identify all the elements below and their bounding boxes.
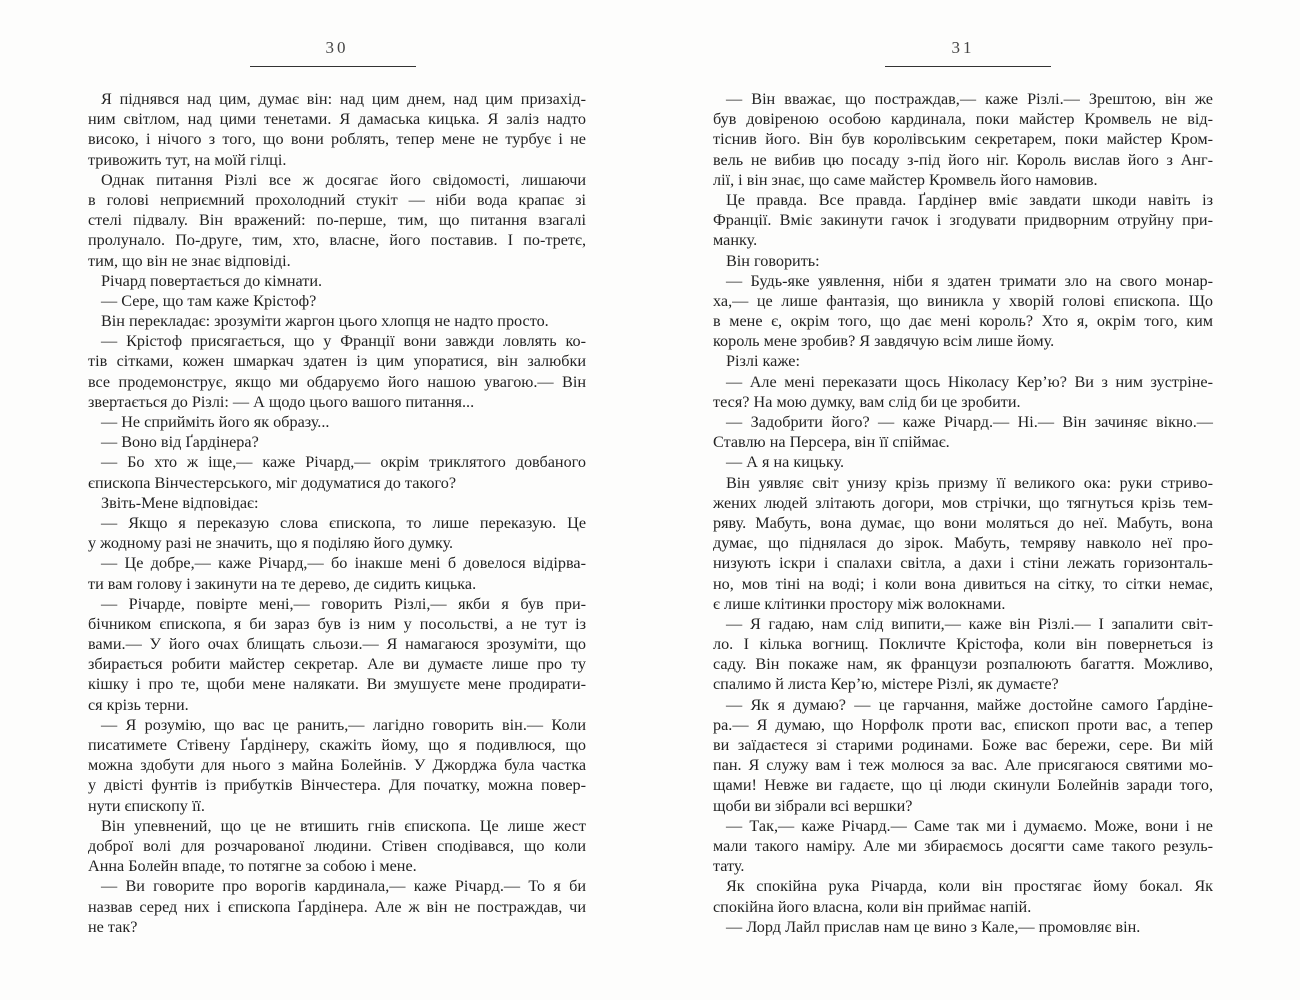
text-line: — Це добре,— каже Річард,— бо інакше мені б довелося відірва- (101, 554, 586, 573)
text-line: у жодному разі не значить, що я поділяю його думку. (88, 534, 454, 553)
text-line: пролунало. По-друге, тим, хто, власне, його поставив. І по-третє, (88, 231, 586, 250)
paragraph (88, 452, 586, 492)
text-line: Він говорить: (726, 251, 820, 270)
paragraph (88, 311, 586, 331)
text-line: тривожить тут, на моїй гілці. (88, 150, 287, 169)
page-number: 30 (325, 38, 349, 57)
text-line: но, мов тіні на воді; і коли вона дивиться на сітку, то сітки немає, (713, 574, 1213, 593)
text-line: Ставлю на Персера, він її спіймає. (713, 433, 950, 452)
text-line: ряву. Мабуть, вона думає, що вони моляться до неї. Мабуть, вона (713, 513, 1213, 532)
text-line: думає, що піднялася до зірок. Мабуть, темряву навколо неї про- (713, 534, 1213, 553)
text-line: Це правда. Все правда. Ґардінер вміє завдати шкоди навіть із (726, 190, 1213, 209)
text-line: збирається робити майстер секретар. Але ви думаєте лише про ту (88, 655, 586, 674)
paragraph (88, 170, 586, 271)
paragraph (88, 513, 586, 553)
text-line: король мене зробив? Я завдячую всім лише йому. (713, 332, 1055, 351)
paragraph (88, 432, 586, 452)
text-line: — Я гадаю, нам слід випити,— каже він Різлі.— І запалити світ- (726, 614, 1213, 633)
text-line: тату. (713, 857, 745, 876)
text-line: — Він вважає, що постраждав,— каже Різлі.— Зрештою, він же (726, 90, 1213, 108)
text-line: Однак питання Різлі все ж досягає його свідомості, лишаючи (101, 170, 586, 189)
text-line: — Будь-яке уявлення, ніби я здатен тримати зло на свого монар- (726, 271, 1213, 290)
paragraph (88, 493, 586, 513)
text-line: все продемонструє, якщо ми обдаруємо його нашою увагою.— Він (88, 372, 586, 391)
page-left (88, 0, 586, 1000)
text-line: вами.— У його очах блищать сльози.— Я намагаюся зрозуміти, що (88, 635, 586, 654)
paragraph (88, 876, 586, 937)
text-line: назвав серед них і єпископа Ґардінера. Але ж він не постраждав, чи (88, 897, 586, 916)
header-rule (885, 66, 1051, 67)
text-line: ло. І кілька вогнищ. Покличте Крістофа, коли він повернеться із (713, 635, 1213, 654)
text-line: — А я на кицьку. (726, 453, 845, 472)
text-line: щоби ви зібрали всі вершки? (713, 796, 913, 815)
text-line: в голові неприємний прохолодний стукіт — ніби вода крапає зі (88, 190, 586, 209)
text-line: єпископа Вінчестерського, міг додуматися до такого? (88, 473, 457, 492)
paragraph (713, 89, 1213, 190)
text-line: ти вам голову і закинути на те дерево, де сидить кицька. (88, 574, 477, 593)
text-line: стелі підвалу. Він вражений: по-перше, тим, що питання взагалі (88, 211, 586, 230)
text-line: низують іскри і спалахи світла, а дахи і стіни лежать горизонталь- (713, 554, 1213, 573)
text-line: не так? (88, 917, 138, 936)
page-text (713, 89, 1213, 937)
text-line: був довіреною особою кардинала, поки майстер Кромвель не від- (713, 110, 1213, 129)
paragraph (713, 452, 1213, 472)
paragraph (713, 614, 1213, 695)
text-line: — Задобрити його? — каже Річард.— Ні.— Він зачиняє вікно.— (726, 413, 1213, 431)
page-text (88, 89, 586, 937)
text-line: вель не вибив цю посаду з-під його ніг. Король вислав його з Анг- (713, 150, 1213, 169)
text-line: писатимете Стівену Ґардінеру, скажіть йому, що я подивлюся, що (88, 736, 586, 754)
paragraph (713, 917, 1213, 937)
text-line: Різлі каже: (726, 352, 800, 371)
text-line: тів сітками, кожен шмаркач здатен із цим упоратися, він залюбки (88, 352, 586, 371)
text-line: кішку і про те, щоби мене налякати. Ви змушуєте мене продирати- (88, 675, 586, 694)
text-line: Він упевнений, що це не втишить гнів єпископа. Це лише жест (101, 816, 586, 835)
text-line: — Я розумію, що вас це ранить,— лагідно говорить він.— Коли (101, 715, 586, 734)
text-line: — Не сприйміть його як образу... (101, 413, 330, 431)
text-line: пан. Я служу вам і теж молюся за вас. Але присягаюся святими мо- (713, 756, 1213, 775)
paragraph (713, 351, 1213, 371)
text-line: нути єпископу її. (88, 796, 205, 815)
header-rule (250, 66, 416, 67)
paragraph (713, 372, 1213, 412)
text-line: бічником єпископа, я би зараз був із ним у посольстві, а не тут із (88, 614, 586, 633)
text-line: — Ви говорите про ворогів кардинала,— каже Річард.— То я би (101, 877, 586, 896)
paragraph (88, 331, 586, 412)
paragraph (88, 594, 586, 715)
text-line: звертається до Різлі: — А щодо цього вашого питання... (88, 392, 475, 411)
paragraph (88, 291, 586, 311)
text-line: ра.— Я думаю, що Норфолк проти вас, єпископ проти вас, а тепер (713, 715, 1213, 734)
text-line: Анна Болейн впаде, то потягне за собою і мене. (88, 857, 417, 876)
text-line: Він перекладає: зрозуміти жаргон цього хлопця не надто просто. (101, 312, 549, 331)
text-line: Звіть-Мене відповідає: (101, 493, 259, 512)
text-line: тіснив його. Він був королівським секретарем, поки майстер Кром- (713, 130, 1213, 149)
paragraph (88, 553, 586, 593)
text-line: Франції. Вміє закинути гачок і згодувати придворним отруйну при- (713, 211, 1213, 230)
paragraph (88, 816, 586, 877)
text-line: — Річарде, повірте мені,— говорить Різлі,— якби я був при- (101, 594, 586, 613)
paragraph (713, 876, 1213, 916)
text-line: є лише клітинки простору між волокнами. (713, 594, 1006, 613)
text-line: — Як я думаю? — це гарчання, майже достойне самого Ґардіне- (726, 695, 1213, 714)
text-line: — Але мені переказати щось Ніколасу Кер’ю? Ви з ним зустріне- (726, 372, 1213, 391)
text-line: ся крізь терни. (88, 695, 189, 714)
paragraph (713, 251, 1213, 271)
text-line: високо, і нічого з того, що вони роблять, тепер мене не турбує і не (88, 130, 586, 149)
text-line: — Лорд Лайл прислав нам це вино з Кале,— промовляє він. (726, 917, 1141, 936)
text-line: жених людей злітають догори, мов стрічки, що тягнуться крізь тем- (713, 493, 1213, 512)
text-line: спалимо й листа Кер’ю, містере Різлі, як думаєте? (713, 675, 1059, 694)
text-line: саду. Він покаже нам, як французи розпалюють багаття. Можливо, (713, 655, 1213, 674)
paragraph (713, 816, 1213, 877)
text-line: теся? На мою думку, вам слід би це зробити. (713, 392, 1021, 411)
text-line: ха,— це лише фантазія, що виникла у хворій голові єпископа. Що (713, 291, 1213, 310)
text-line: Як спокійна рука Річарда, коли він простягає йому бокал. Як (726, 877, 1213, 896)
text-line: Річард повертається до кімнати. (101, 271, 323, 290)
paragraph (713, 271, 1213, 352)
paragraph (88, 89, 586, 170)
text-line: ним світлом, над цими тенетами. Я дамаська кицька. Я заліз надто (88, 110, 586, 129)
text-line: щами! Невже ви гадаєте, що ці люди скинули Болейнів заради того, (713, 776, 1213, 795)
text-line: — Сере, що там каже Крістоф? (101, 291, 317, 310)
text-line: — Крістоф присягається, що у Франції вони завжди ловлять ко- (101, 332, 586, 351)
text-line: спокійна його власна, коли він приймає напій. (713, 897, 1032, 916)
text-line: лії, і він знає, що саме майстер Кромвель його намовив. (713, 170, 1098, 189)
paragraph (713, 473, 1213, 614)
text-line: Він уявляє світ унизу крізь призму її великого ока: руки стриво- (726, 473, 1213, 492)
page-right (713, 0, 1213, 1000)
paragraph (88, 271, 586, 291)
text-line: — Воно від Ґардінера? (101, 433, 259, 452)
paragraph (713, 190, 1213, 251)
paragraph (88, 412, 586, 432)
text-line: — Якщо я переказую слова єпископа, то лише переказую. Це (101, 513, 586, 532)
text-line: в мене є, окрім того, що дає мені король? Хто я, окрім того, ким (713, 312, 1213, 331)
text-line: доброї волі для розчарованої людини. Стівен сподівався, що коли (88, 836, 586, 855)
text-line: мали такого наміру. Але ми збираємось досягти саме такого резуль- (713, 836, 1213, 855)
text-line: тим, що він не знає відповіді. (88, 251, 291, 270)
text-line: у двісті фунтів із прибутків Вінчестера. Для початку, можна повер- (88, 776, 586, 795)
paragraph (88, 715, 586, 816)
paragraph (713, 695, 1213, 816)
text-line: можна здобути для нього з майна Болейнів. У Джорджа була частка (88, 756, 586, 775)
text-line: Я піднявся над цим, думає він: над цим днем, над цим призахід- (101, 90, 586, 108)
paragraph (713, 412, 1213, 452)
text-line: — Так,— каже Річард.— Саме так ми і думаємо. Може, вони і не (726, 816, 1213, 835)
text-line: — Бо хто ж іще,— каже Річард,— окрім триклятого довбаного (101, 453, 586, 472)
page-number: 31 (951, 38, 975, 57)
text-line: ви заїдаєтеся зі старими родинами. Боже вас бережи, сере. Ви мій (713, 736, 1213, 754)
text-line: манку. (713, 231, 758, 250)
